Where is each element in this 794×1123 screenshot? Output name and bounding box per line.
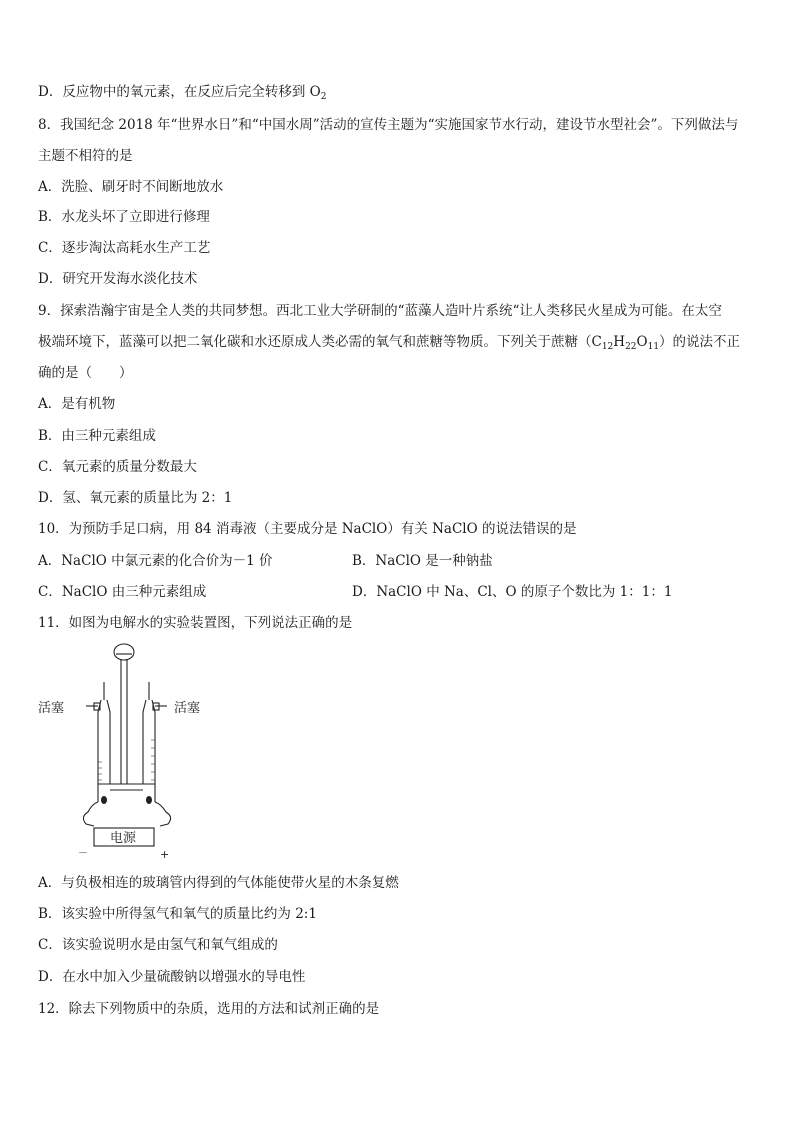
q8-option-a: A．洗脸、刷牙时不间断地放水 (38, 179, 224, 195)
q11-option-c: C．该实验说明水是由氢气和氧气组成的 (38, 937, 278, 953)
q9-option-c: C．氧元素的质量分数最大 (38, 459, 197, 475)
q9-stem-line3: 确的是（ ） (38, 365, 133, 381)
q9-stem-line2: 极端环境下，蓝藻可以把二氧化碳和水还原成人类必需的氧气和蔗糖等物质。下列关于蔗糖$(C_{12}H_{22}O_{11})$的说法不正 (38, 334, 741, 352)
left-stopcock-label: 活塞 (38, 701, 65, 716)
q8-option-b: B．水龙头坏了立即进行修理 (38, 209, 210, 225)
electrolysis-apparatus-figure (36, 642, 226, 864)
q10-option-a: A．NaClO 中氯元素的化合价为－1 价 (38, 553, 273, 569)
q10-option-b: B．NaClO 是一种钠盐 (352, 553, 493, 569)
q8-stem-line2: 主题不相符的是 (38, 148, 133, 164)
power-supply-label: 电源 (110, 831, 137, 846)
q8-option-c: C．逐步淘汰高耗水生产工艺 (38, 240, 211, 256)
q10-options-row2 (38, 583, 673, 601)
q11-option-b: B．该实验中所得氢气和氧气的质量比约为 2:1 (38, 906, 317, 922)
q10-option-c: C．NaClO 由三种元素组成 (38, 584, 207, 600)
right-stopcock-label: 活塞 (174, 701, 201, 716)
q11-option-a: A．与负极相连的玻璃管内得到的气体能使带火星的木条复燃 (38, 875, 399, 891)
q12-stem: 12．除去下列物质中的杂质，选用的方法和试剂正确的是 (38, 1001, 380, 1017)
q8-option-d: D．研究开发海水淡化技术 (38, 271, 198, 287)
negative-terminal-label: － (78, 848, 88, 859)
q9-option-d: D．氢、氧元素的质量比为 2：1 (38, 490, 233, 506)
q7-option-d: D．反应物中的氧元素，在反应后完全转移到 $O_2$ (38, 84, 327, 102)
q9-option-b: B．由三种元素组成 (38, 428, 156, 444)
q10-stem: 10．为预防手足口病，用 84 消毒液（主要成分是 NaClO）有关 NaClO 的说法错误的是 (38, 521, 577, 537)
right-electrode (146, 796, 152, 804)
q10-option-d: D．NaClO 中 Na、Cl、O 的原子个数比为 1：1：1 (352, 584, 673, 600)
q11-stem: 11．如图为电解水的实验装置图，下列说法正确的是 (38, 615, 353, 631)
positive-terminal-label: + (160, 848, 170, 861)
q11-option-d: D．在水中加入少量硫酸钠以增强水的导电性 (38, 969, 306, 985)
q9-stem-line1: 9．探索浩瀚宇宙是全人类的共同梦想。西北工业大学研制的“蓝藻人造叶片系统“让人类移民火星成为可能。在太空 (38, 303, 722, 319)
q9-option-a: A．是有机物 (38, 396, 116, 412)
q10-options-row1 (38, 552, 493, 570)
left-burette (86, 682, 110, 784)
q8-stem-line1: 8．我国纪念 2018 年“世界水日”和“中国水周”活动的宣传主题为“实施国家节水行动，建设节水型社会”。下列做法与 (38, 117, 739, 133)
left-electrode (101, 796, 107, 804)
right-burette (143, 682, 167, 784)
